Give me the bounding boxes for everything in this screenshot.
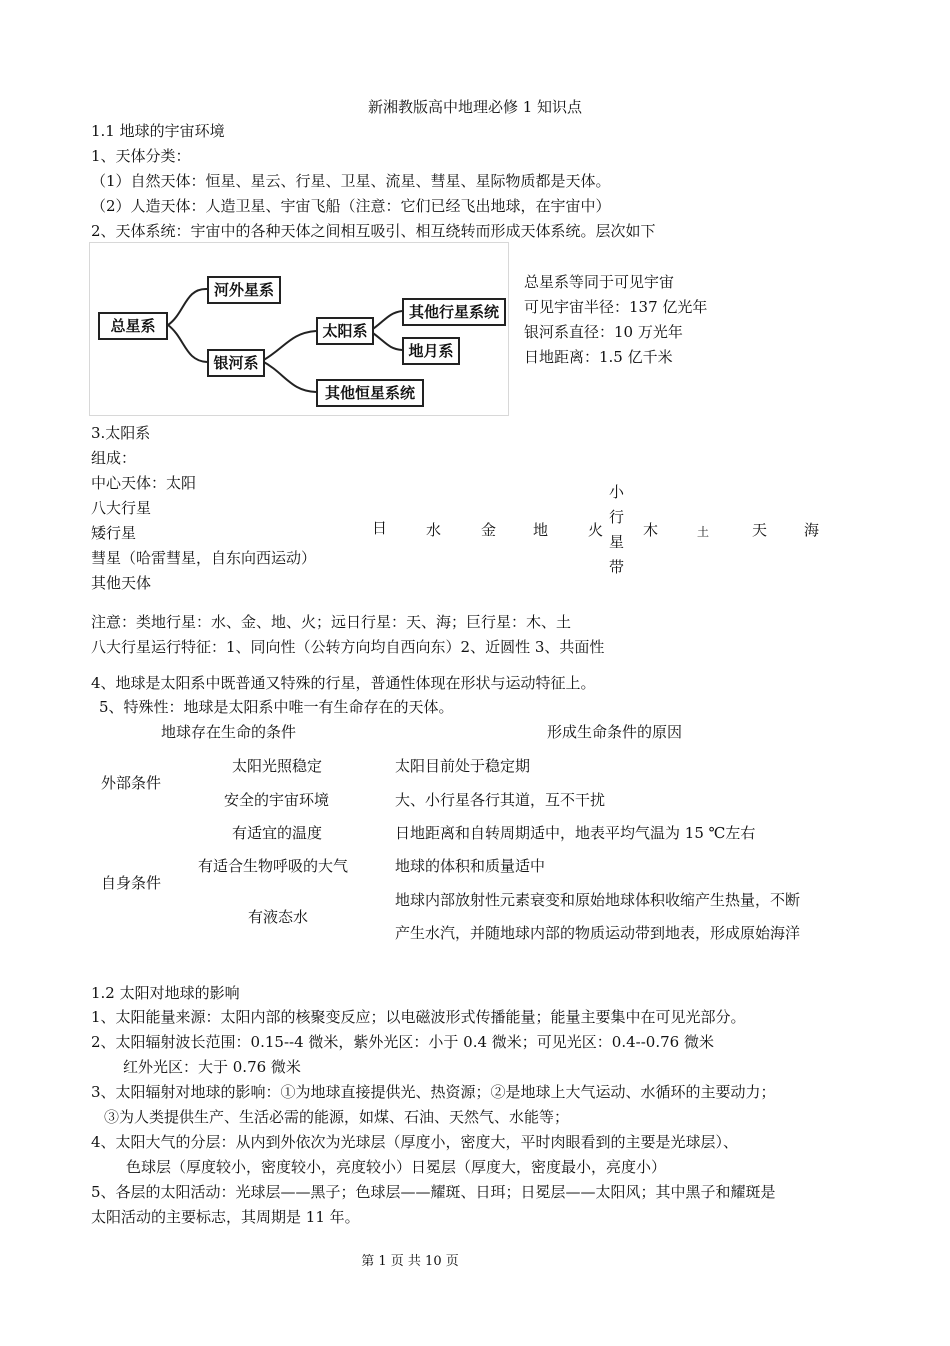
table-cell: 太阳光照稳定: [232, 757, 323, 775]
node-other-planet-systems: 其他行星系统: [402, 298, 506, 326]
text-line: 矮行星: [91, 524, 137, 542]
table-cell: 大、小行星各行其道，互不干扰: [395, 791, 606, 809]
planet-label: 水: [426, 521, 442, 539]
facts-block: [524, 270, 707, 370]
table-cell: 安全的宇宙环境: [224, 791, 330, 809]
text-line: 中心天体：太阳: [91, 474, 197, 492]
page-title: 新湘教版高中地理必修 1 知识点: [367, 98, 583, 116]
text-line: 色球层（厚度较小，密度较小，亮度较小）日冕层（厚度大，密度最小，亮度小）: [126, 1158, 667, 1176]
text-line: 其他天体: [91, 574, 152, 592]
text-line: （1）自然天体：恒星、星云、行星、卫星、流星、彗星、星际物质都是天体。: [91, 172, 611, 190]
table-group-label: 自身条件: [101, 874, 162, 892]
table-cell: 有适宜的温度: [232, 824, 323, 842]
text-line: 八大行星运行特征：1、同向性（公转方向均自西向东）2、近圆性 3、共面性: [91, 638, 605, 656]
planet-label: 天: [752, 521, 768, 539]
node-total-galaxy: 总星系: [98, 312, 168, 340]
planet-label: 土: [697, 525, 710, 539]
planet-label: 木: [643, 521, 659, 539]
table-header: 地球存在生命的条件: [161, 723, 297, 741]
fact-line: 银河系直径：10 万光年: [524, 323, 683, 341]
fact-line: 日地距离：1.5 亿千米: [524, 348, 673, 366]
node-milky-way: 银河系: [207, 349, 265, 377]
table-cell: 有适合生物呼吸的大气: [198, 857, 349, 875]
fact-line: 可见宇宙半径：137 亿光年: [524, 298, 708, 316]
text-line: ③为人类提供生产、生活必需的能源，如煤、石油、天然气、水能等；: [104, 1108, 570, 1126]
planet-label: 海: [804, 521, 820, 539]
text-line: 5、特殊性：地球是太阳系中唯一有生命存在的天体。: [99, 698, 454, 716]
text-line: 彗星（哈雷彗星，自东向西运动）: [91, 549, 317, 567]
text-line: 太阳活动的主要标志，其周期是 11 年。: [91, 1208, 360, 1226]
node-earth-moon: 地月系: [402, 337, 460, 365]
page-footer: 第 1 页 共 10 页: [361, 1254, 459, 1269]
table-cell: 产生水汽，并随地球内部的物质运动带到地表，形成原始海洋: [395, 924, 801, 942]
text-line: 1、太阳能量来源：太阳内部的核聚变反应；以电磁波形式传播能量；能量主要集中在可见光部分。: [91, 1008, 746, 1026]
table-cell: 太阳目前处于稳定期: [395, 757, 531, 775]
text-line: （2）人造天体：人造卫星、宇宙飞船（注意：它们已经飞出地球，在宇宙中）: [91, 197, 611, 215]
text-line: 5、各层的太阳活动：光球层——黑子；色球层——耀斑、日珥；日冕层——太阳风；其中黑子和耀斑是: [91, 1183, 776, 1201]
belt-char: 星: [609, 533, 625, 551]
fact-line: 总星系等同于可见宇宙: [524, 273, 675, 291]
planet-label: 日: [372, 519, 388, 537]
node-solar-system: 太阳系: [316, 317, 374, 345]
text-line: 2、太阳辐射波长范围：0.15--4 微米，紫外光区：小于 0.4 微米；可见光区：0.4--0.76 微米: [91, 1033, 714, 1051]
text-line: 红外光区：大于 0.76 微米: [123, 1058, 301, 1076]
node-extragalactic: 河外星系: [207, 276, 281, 304]
planet-label: 火: [588, 521, 604, 539]
node-other-star-systems: 其他恒星系统: [316, 379, 424, 407]
text-line: 组成：: [91, 449, 137, 467]
section-heading: 3.太阳系: [91, 424, 151, 442]
table-group-label: 外部条件: [101, 774, 162, 792]
celestial-system-diagram: [89, 242, 509, 416]
asteroid-belt-label: [609, 480, 624, 580]
table-cell: 地球内部放射性元素衰变和原始地球体积收缩产生热量，不断: [395, 891, 801, 909]
table-cell: 日地距离和自转周期适中，地表平均气温为 15 ℃左右: [395, 824, 756, 842]
text-line: 1、天体分类：: [91, 147, 191, 165]
table-header: 形成生命条件的原因: [547, 723, 683, 741]
planet-label: 金: [481, 521, 497, 539]
text-line: 4、地球是太阳系中既普通又特殊的行星，普通性体现在形状与运动特征上。: [91, 674, 596, 692]
belt-char: 带: [609, 558, 625, 576]
section-heading: 1.1 地球的宇宙环境: [91, 122, 225, 140]
planet-label: 地: [533, 521, 549, 539]
belt-char: 小: [609, 483, 625, 501]
table-cell: 地球的体积和质量适中: [395, 857, 546, 875]
section-heading: 1.2 太阳对地球的影响: [91, 984, 240, 1002]
text-line: 八大行星: [91, 499, 152, 517]
text-line: 2、天体系统：宇宙中的各种天体之间相互吸引、相互绕转而形成天体系统。层次如下: [91, 222, 656, 240]
text-line: 3、太阳辐射对地球的影响：①为地球直接提供光、热资源；②是地球上大气运动、水循环的主要动力；: [91, 1083, 776, 1101]
table-cell: 有液态水: [248, 908, 309, 926]
text-line: 注意：类地行星：水、金、地、火；远日行星：天、海；巨行星：木、土: [91, 613, 572, 631]
text-line: 4、太阳大气的分层：从内到外依次为光球层（厚度小，密度大，平时肉眼看到的主要是光球层）、: [91, 1133, 739, 1151]
belt-char: 行: [609, 508, 625, 526]
